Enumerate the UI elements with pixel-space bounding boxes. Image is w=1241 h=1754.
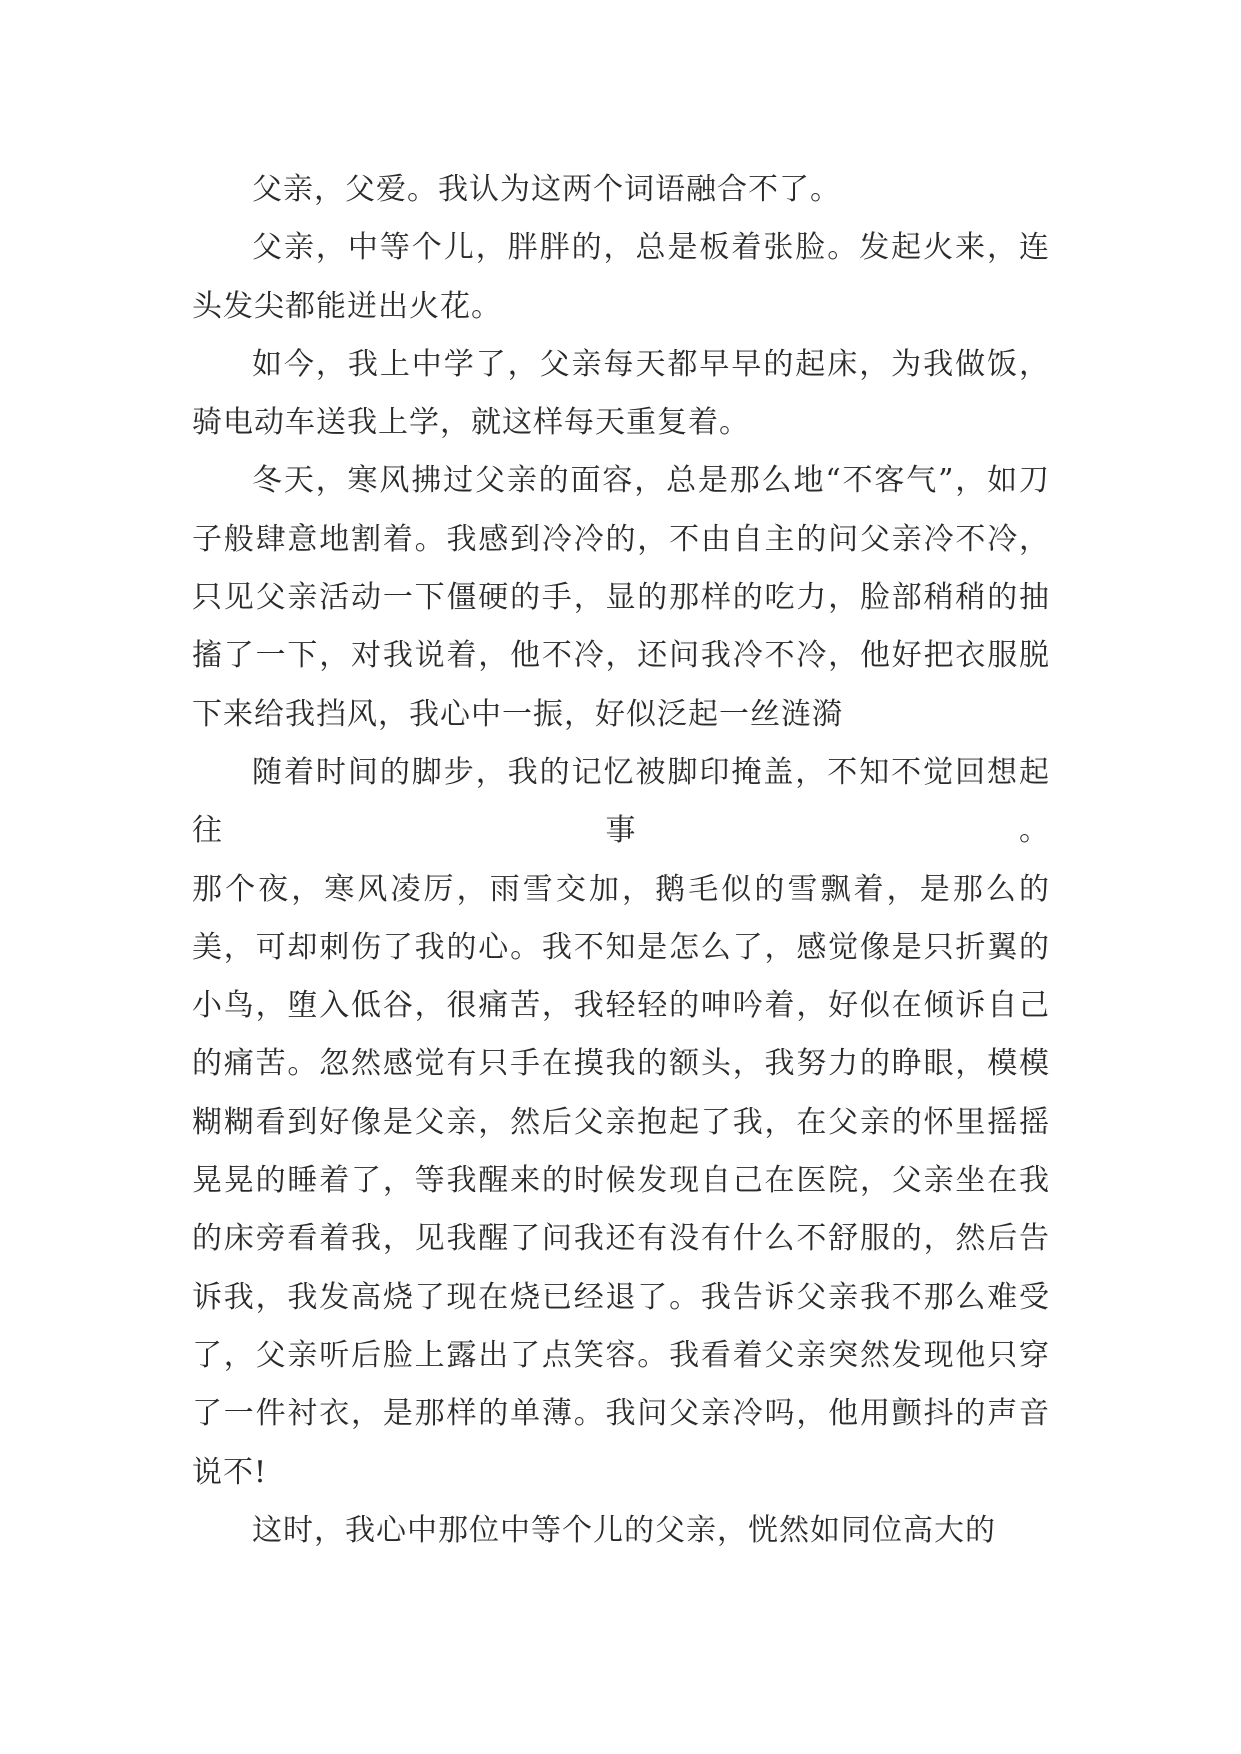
paragraph-3: 如今，我上中学了，父亲每天都早早的起床，为我做饭，骑电动车送我上学，就这样每天重复着。 — [192, 346, 1050, 441]
paragraph-5: 随着时间的脚步，我的记忆被脚印掩盖，不知不觉回想起往事。 — [192, 754, 1050, 849]
paragraph-2: 父亲，中等个儿，胖胖的，总是板着张脸。发起火来，连头发尖都能迸出火花。 — [192, 230, 1050, 324]
paragraph-6: 那个夜，寒风凌厉，雨雪交加，鹅毛似的雪飘着，是那么的美，可却刺伤了我的心。我不知是怎么了，感觉像是只折翼的小鸟，堕入低谷，很痛苦，我轻轻的呻吟着，好似在倾诉自己的痛苦。忽然感觉有只手在摸我的额头，我努力的睁眼，模模糊糊看到好像是父亲，然后父亲抱起了我，在父亲的怀里摇摇晃晃的睡着了，等我醒来的时候发现自己在医院，父亲坐在我的床旁看着我，见我醒了问我还有没有什么不舒服的，然后告诉我，我发高烧了现在烧已经退了。我告诉父亲我不那么难受了，父亲听后脸上露出了点笑容。我看着父亲突然发现他只穿了一件衬衣，是那样的单薄。我问父亲冷吗，他用颤抖的声音说不! — [192, 871, 1050, 1490]
paragraph-4: 冬天，寒风拂过父亲的面容，总是那么地“不客气”，如刀子般肆意地割着。我感到冷冷的，不由自主的问父亲冷不冷，只见父亲活动一下僵硬的手，显的那样的吃力，脸部稍稍的抽搐了一下，对我说着，他不冷，还问我冷不冷，他好把衣服脱下来给我挡风，我心中一振，好似泛起一丝涟漪 — [192, 463, 1050, 732]
paragraph-1: 父亲，父爱。我认为这两个词语融合不了。 — [252, 172, 841, 207]
paragraph-7: 这时，我心中那位中等个儿的父亲，恍然如同位高大的 — [252, 1512, 996, 1548]
article-body — [192, 161, 1050, 1560]
